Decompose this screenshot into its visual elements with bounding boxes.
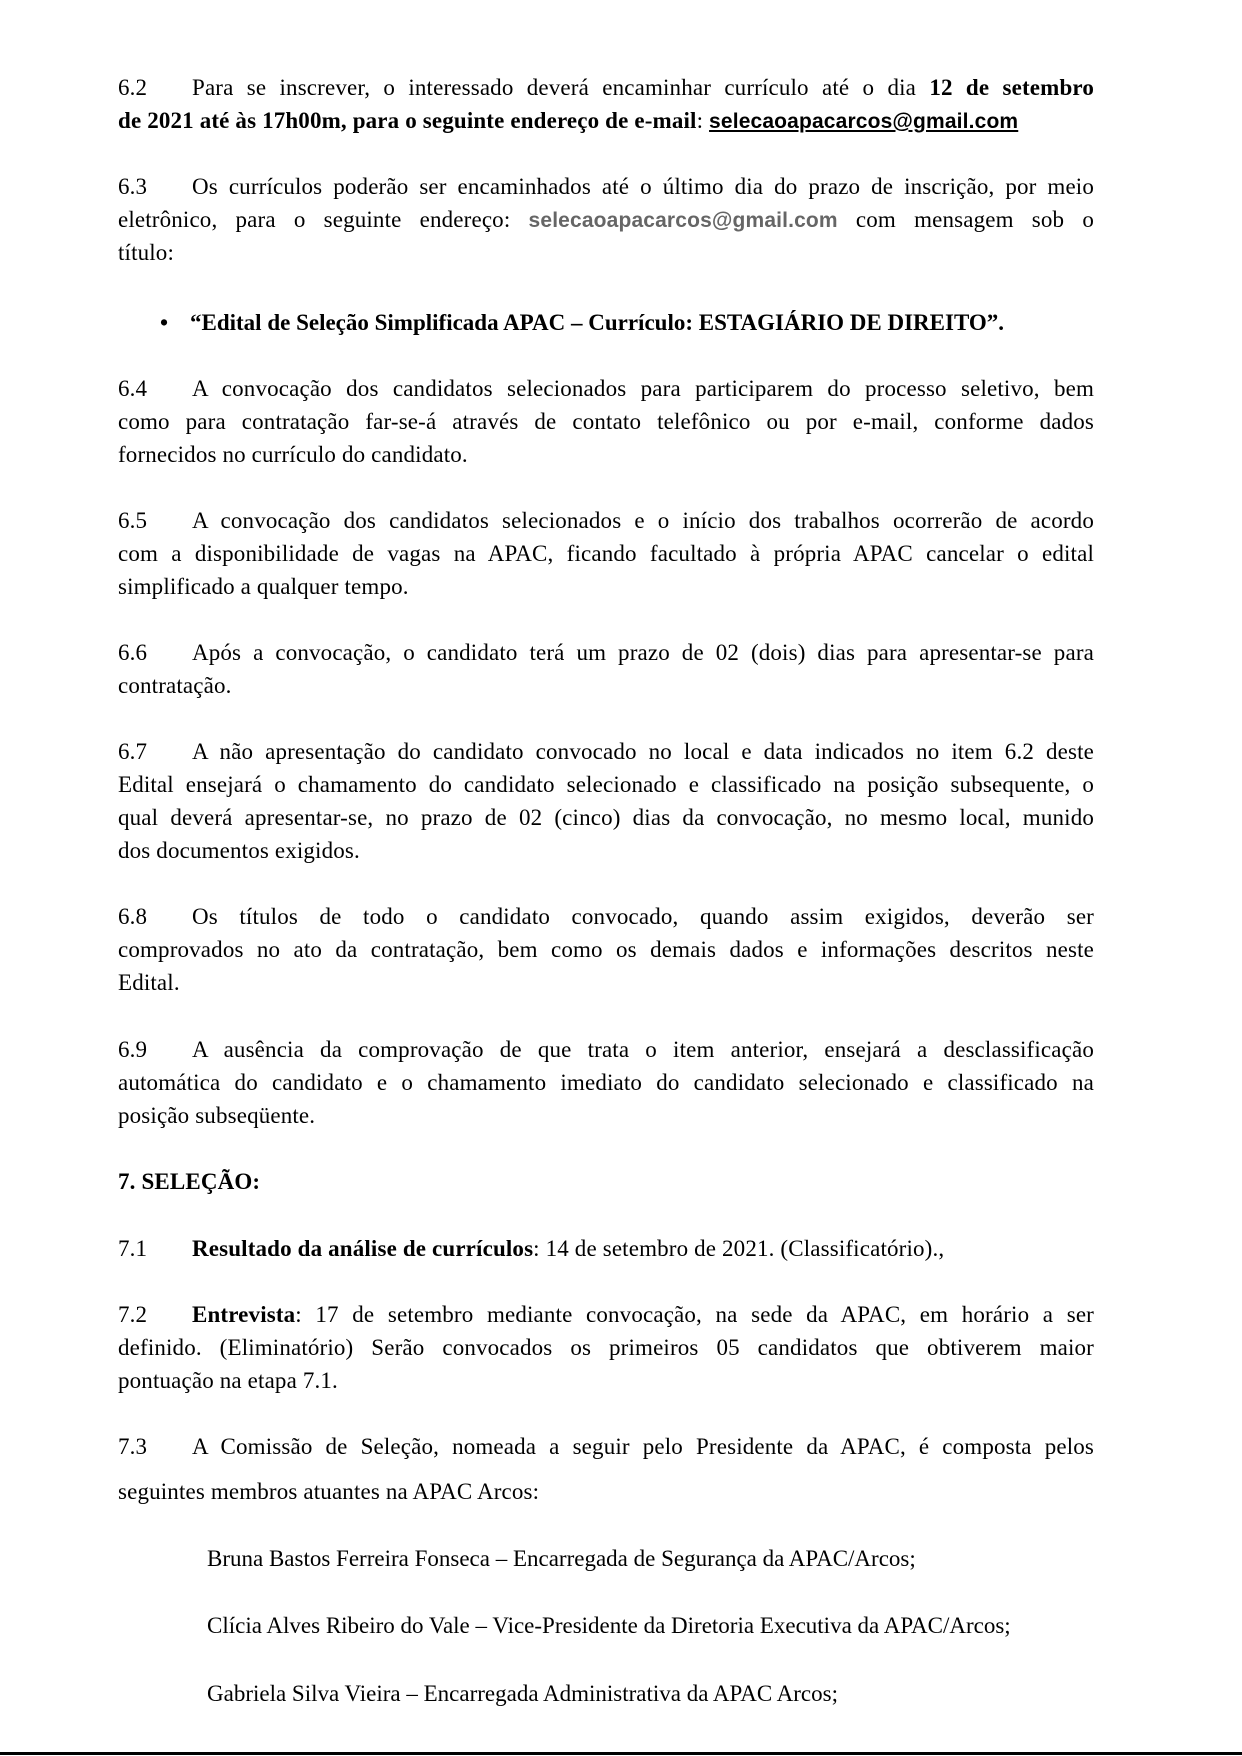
item-text: pontuação na etapa 7.1. <box>118 1368 338 1393</box>
item-6-7-line-3 <box>118 801 1094 834</box>
bullet-item <box>160 306 1004 339</box>
item-number: 6.8 <box>118 904 148 929</box>
item-text: Para se inscrever, o interessado deverá encaminhar currículo até o dia <box>192 75 930 100</box>
bullet-text: “Edital de Seleção Simplificada APAC – Currículo: ESTAGIÁRIO DE DIREITO”. <box>190 310 1005 335</box>
item-6-4-line-2 <box>118 405 1094 438</box>
committee-member: Clícia Alves Ribeiro do Vale – Vice-Presidente da Diretoria Executiva da APAC/Arcos; <box>207 1613 1011 1638</box>
item-6-2-line-2 <box>118 104 1094 138</box>
bullet-icon: • <box>160 310 169 335</box>
item-6-6-line-1 <box>118 636 1094 669</box>
committee-member: Gabriela Silva Vieira – Encarregada Administrativa da APAC Arcos; <box>207 1681 838 1706</box>
item-text: dos documentos exigidos. <box>118 838 360 863</box>
item-text: seguintes membros atuantes na APAC Arcos: <box>118 1479 540 1504</box>
page-bottom-border <box>0 1752 1242 1755</box>
item-6-9-line-2 <box>118 1066 1094 1099</box>
section-7-heading <box>118 1165 1094 1198</box>
item-text: Após a convocação, o candidato terá um prazo de 02 (dois) dias para apresentar-se para <box>192 640 1094 665</box>
item-number: 6.7 <box>118 739 148 764</box>
item-text: comprovados no ato da contratação, bem como os demais dados e informações descritos neste <box>118 937 1094 962</box>
item-6-4-line-1 <box>118 372 1094 405</box>
item-7-1-line-1 <box>118 1232 1094 1265</box>
item-6-3-line-1 <box>118 170 1094 203</box>
item-text: qual deverá apresentar-se, no prazo de 02 (cinco) dias da convocação, no mesmo local, munido <box>118 805 1094 830</box>
item-text: : 14 de setembro de 2021. (Classificatório)., <box>533 1236 945 1261</box>
item-text: Edital. <box>118 970 180 995</box>
item-text: A convocação dos candidatos selecionados e o início dos trabalhos ocorrerão de acordo <box>192 508 1094 533</box>
item-text: fornecidos no currículo do candidato. <box>118 442 468 467</box>
item-7-3-line-1 <box>118 1430 1094 1463</box>
item-6-7-line-4 <box>118 834 1094 867</box>
item-6-8-line-2 <box>118 933 1094 966</box>
item-6-3-line-2 <box>118 203 1094 237</box>
item-number: 7.2 <box>118 1302 148 1327</box>
item-text: simplificado a qualquer tempo. <box>118 574 409 599</box>
item-6-7-line-1 <box>118 735 1094 768</box>
item-6-9-line-1 <box>118 1033 1094 1066</box>
item-number: 6.2 <box>118 75 148 100</box>
item-6-6-line-2 <box>118 669 1094 702</box>
item-text: A não apresentação do candidato convocado no local e data indicados no item 6.2 deste <box>192 739 1094 764</box>
item-6-8-line-3 <box>118 966 1094 999</box>
item-6-4-line-3 <box>118 438 1094 471</box>
item-text: eletrônico, para o seguinte endereço: <box>118 207 529 232</box>
item-text: : 17 de setembro mediante convocação, na sede da APAC, em horário a ser <box>295 1302 1094 1327</box>
item-7-3-line-2 <box>118 1475 1094 1508</box>
item-number: 6.3 <box>118 174 148 199</box>
deadline-date: 12 de setembro <box>929 75 1094 100</box>
item-number: 6.6 <box>118 640 148 665</box>
item-6-8-line-1 <box>118 900 1094 933</box>
item-text: definido. (Eliminatório) Serão convocados os primeiros 05 candidatos que obtiverem maior <box>118 1335 1094 1360</box>
item-text: A convocação dos candidatos selecionados para participarem do processo seletivo, bem <box>192 376 1094 401</box>
item-6-9-line-3 <box>118 1099 1094 1132</box>
item-text: Os currículos poderão ser encaminhados até o último dia do prazo de inscrição, por meio <box>192 174 1094 199</box>
item-6-5-line-2 <box>118 537 1094 570</box>
item-7-2-line-1 <box>118 1298 1094 1331</box>
item-6-7-line-2 <box>118 768 1094 801</box>
item-number: 6.4 <box>118 376 148 401</box>
item-text: Os títulos de todo o candidato convocado, quando assim exigidos, deverão ser <box>192 904 1094 929</box>
item-7-2-line-2 <box>118 1331 1094 1364</box>
email-link[interactable]: selecaoapacarcos@gmail.com <box>709 110 1019 133</box>
item-6-5-line-3 <box>118 570 1094 603</box>
colon: : <box>696 108 710 133</box>
item-6-2-line-1 <box>118 71 1094 104</box>
email-address: selecaoapacarcos@gmail.com <box>528 209 838 232</box>
item-text: com mensagem sob o <box>837 207 1094 232</box>
item-text: A Comissão de Seleção, nomeada a seguir pelo Presidente da APAC, é composta pelos <box>192 1434 1094 1459</box>
item-text: contratação. <box>118 673 232 698</box>
item-text: automática do candidato e o chamamento imediato do candidato selecionado e classificado na <box>118 1070 1094 1095</box>
item-text: posição subseqüente. <box>118 1103 316 1128</box>
section-title: 7. SELEÇÃO: <box>118 1169 261 1194</box>
item-text: A ausência da comprovação de que trata o item anterior, ensejará a desclassificação <box>192 1037 1094 1062</box>
item-number: 7.1 <box>118 1236 148 1261</box>
item-label: Entrevista <box>192 1302 296 1327</box>
item-text: Edital ensejará o chamamento do candidato selecionado e classificado na posição subsequente, o <box>118 772 1094 797</box>
item-number: 6.9 <box>118 1037 148 1062</box>
committee-member: Bruna Bastos Ferreira Fonseca – Encarregada de Segurança da APAC/Arcos; <box>207 1546 916 1571</box>
deadline-text: de 2021 até às 17h00m, para o seguinte endereço de e-mail <box>118 108 697 133</box>
item-6-5-line-1 <box>118 504 1094 537</box>
item-number: 6.5 <box>118 508 148 533</box>
item-7-2-line-3 <box>118 1364 1094 1397</box>
item-number: 7.3 <box>118 1434 148 1459</box>
item-text: com a disponibilidade de vagas na APAC, ficando facultado à própria APAC cancelar o edital <box>118 541 1094 566</box>
item-text: título: <box>118 240 175 265</box>
item-text: como para contratação far-se-á através de contato telefônico ou por e-mail, conforme dados <box>118 409 1094 434</box>
item-label: Resultado da análise de currículos <box>192 1236 534 1261</box>
item-6-3-line-3 <box>118 236 1094 269</box>
